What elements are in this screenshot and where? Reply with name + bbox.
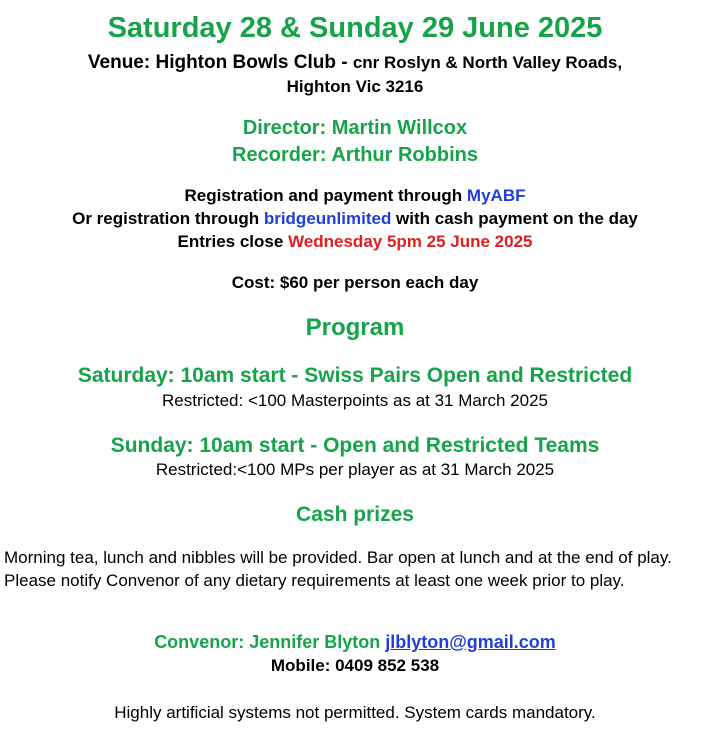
- saturday-note: Restricted: <100 Masterpoints as at 31 March 2025: [161, 391, 548, 410]
- registration-alt-suffix: with cash payment on the day: [391, 209, 638, 228]
- registration-prefix: Registration and payment through: [184, 186, 467, 205]
- registration-line-2: [0, 209, 710, 229]
- convenor-label: Convenor: Jennifer Blyton: [154, 632, 386, 652]
- entries-deadline: Wednesday 5pm 25 June 2025: [288, 232, 533, 251]
- bridgeunlimited-link[interactable]: bridgeunlimited: [263, 209, 392, 228]
- myabf-link[interactable]: MyABF: [466, 186, 526, 205]
- sunday-note: Restricted:<100 MPs per player as at 31 March 2025: [155, 460, 555, 479]
- venue-label: Venue: Highton Bowls Club: [87, 52, 336, 73]
- catering-paragraph: Morning tea, lunch and nibbles will be provided. Bar open at lunch and at the end of play. Please notify Convenor of any dietary requirements at least one week prior to play.: [4, 548, 672, 590]
- venue-address-1: cnr Roslyn & North Valley Roads,: [352, 53, 623, 72]
- venue-address-2: Highton Vic 3216: [286, 77, 424, 96]
- sunday-title: Sunday: 10am start - Open and Restricted Teams: [110, 434, 600, 457]
- registration-line-1: [0, 186, 710, 206]
- convenor-line: [0, 632, 710, 653]
- cost: Cost: $60 per person each day: [231, 273, 479, 292]
- entries-close: [0, 232, 710, 252]
- convenor-mobile: Mobile: 0409 852 538: [270, 656, 440, 675]
- entries-close-prefix: Entries close: [177, 232, 289, 251]
- event-title: Saturday 28 & Sunday 29 June 2025: [107, 12, 603, 44]
- director: Director: Martin Willcox: [242, 117, 468, 139]
- systems-note: Highly artificial systems not permitted. System cards mandatory.: [114, 703, 596, 722]
- program-heading: Program: [305, 314, 405, 341]
- recorder: Recorder: Arthur Robbins: [232, 144, 478, 166]
- saturday-title: Saturday: 10am start - Swiss Pairs Open and Restricted: [77, 364, 633, 387]
- venue-separator: -: [335, 52, 353, 73]
- convenor-email-link[interactable]: jlblyton@gmail.com: [385, 632, 556, 652]
- registration-alt-prefix: Or registration through: [72, 209, 264, 228]
- cash-prizes: Cash prizes: [296, 503, 414, 526]
- venue-line: [0, 52, 710, 74]
